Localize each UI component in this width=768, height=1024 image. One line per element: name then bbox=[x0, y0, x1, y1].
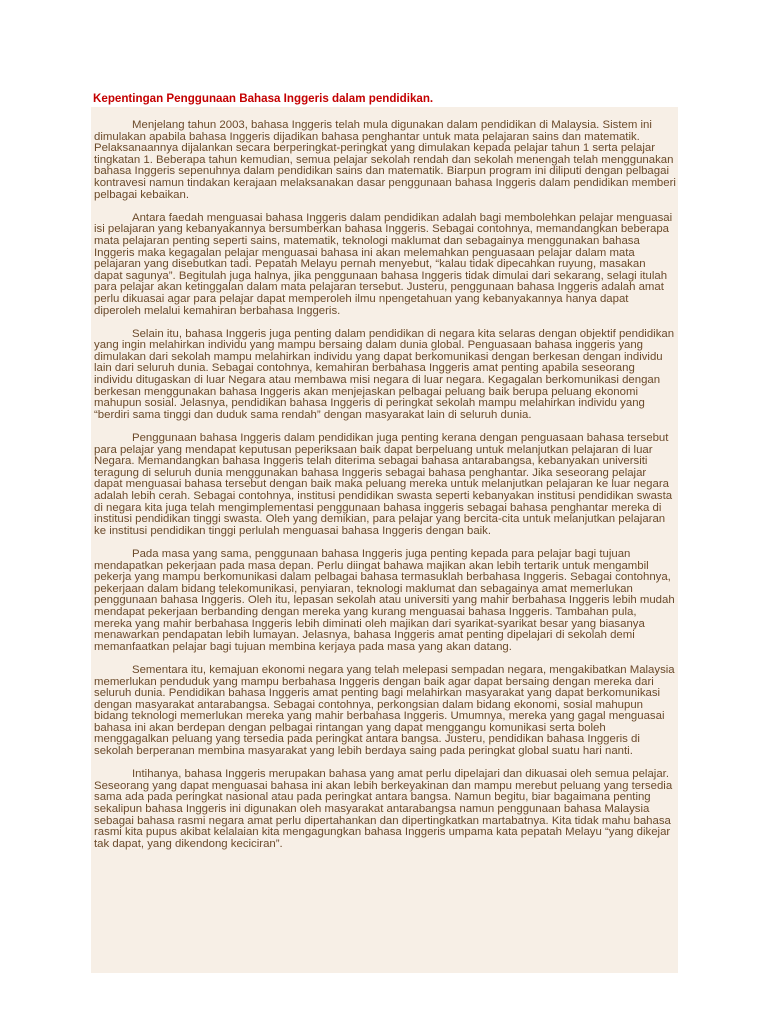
paragraph-2: Antara faedah menguasai bahasa Inggeris dalam pendidikan adalah bagi membolehkan pelajar menguasai isi pelajaran yang kebanyakannya bersumberkan bahasa Inggeris. Sebagai contohnya, memandangkan beberapa mata pelajaran penting seperti sains, matematik, teknologi maklumat dan sebagainya menggunakan bahasa Inggeris maka kegagalan pelajar menguasai bahasa ini akan melemahkan penguasaan pelajar dalam mata pelajaran yang disebutkan tadi. Pepatah Melayu pernah menyebut, “kalau tidak dipecahkan ruyung, masakan dapat sagunya”. Begitulah juga halnya, jika penggunaan bahasa Inggeris tidak dimulai dari sekarang, selagi itulah para pelajar akan ketinggalan dalam mata pelajaran tersebut. Justeru, penggunaan bahasa Inggeris adalah amat perlu dikuasai agar para pelajar dapat memperoleh ilmu npengetahuan yang kebanyakannya hanya dapat diperoleh melalui kemahiran berbahasa Inggeris. bbox=[94, 211, 673, 317]
paragraph-6: Sementara itu, kemajuan ekonomi negara yang telah melepasi sempadan negara, mengakibatkan Malaysia memerlukan penduduk yang mampu berbahasa Inggeris dengan baik agar dapat bersaing dengan mereka dari seluruh dunia. Pendidikan bahasa Inggeris amat penting bagi melahirkan masyarakat yang dapat berkomunikasi dengan masyarakat antarabangsa. Sebagai contohnya, perkongsian dalam bidang ekonomi, sosial mahupun bidang teknologi memerlukan mereka yang mahir berbahasa Inggeris. Umumnya, mereka yang gagal menguasai bahasa ini akan berdepan dengan pelbagai rintangan yang dapat menggangu komunikasi serta boleh menggagalkan peluang yang tersedia pada peringkat antara bangsa. Justeru, pendidikan bahasa Inggeris di sekolah berperanan membina masyarakat yang lebih berdaya saing pada peringkat global suatu hari nanti. bbox=[94, 663, 675, 758]
paragraph-3: Selain itu, bahasa Inggeris juga penting dalam pendidikan di negara kita selaras dengan objektif pendidikan yang ingin melahirkan individu yang mampu bersaing dalam dunia global. Penguasaan bahasa inggeris yang dimulakan dari sekolah mampu melahirkan individu yang dapat berkomunikasi dengan berkesan dengan individu lain dari seluruh dunia. Sebagai contohnya, kemahiran berbahasa Inggeris amat penting apabila seseorang individu ditugaskan di luar Negara atau membawa misi negara di luar negara. Kegagalan berkomunikasi dengan berkesan menggunakan bahasa Inggeris akan menjejaskan pelbagai peluang baik berupa peluang ekonomi mahupun sosial. Jelasnya, pendidikan bahasa Inggeris di peringkat sekolah mampu melahirkan individu yang “berdiri sama tinggi dan duduk sama rendah” dengan masyarakat lain di seluruh dunia. bbox=[94, 327, 675, 421]
paragraph-1: Menjelang tahun 2003, bahasa Inggeris telah mula digunakan dalam pendidikan di Malaysia. Sistem ini dimulakan apabila bahasa Inggeris dijadikan bahasa penghantar untuk mata pelajaran sains dan matematik. Pelaksanaannya dijalankan secara berperingkat-peringkat yang dimulakan kepada pelajar tahun 1 serta pelajar tingkatan 1. Beberapa tahun kemudian, semua pelajar sekolah rendah dan sekolah menengah telah menggunakan bahasa Inggeris sepenuhnya dalam pendidikan sains dan matematik. Biarpun program ini diliputi dengan pelbagai kontravesi namun tindakan kerajaan melaksanakan dasar penggunaan bahasa Inggeris dalam pendidikan memberi pelbagai kebaikan. bbox=[94, 119, 676, 201]
document-title: Kepentingan Penggunaan Bahasa Inggeris dalam pendidikan. bbox=[93, 92, 434, 105]
paragraph-7: Intihanya, bahasa Inggeris merupakan bahasa yang amat perlu dipelajari dan dikuasai oleh semua pelajar. Seseorang yang dapat menguasai bahasa ini akan lebih berkeyakinan dan mampu merebut peluang yang tersedia sama ada pada peringkat nasional atau pada peringkat antara bangsa. Namun begitu, biar bagaimana penting sekalipun bahasa Inggeris ini digunakan oleh masyarakat antarabangsa namun penggunaan bahasa Malaysia sebagai bahasa rasmi negara amat perlu dipertahankan dan dipertingkatkan martabatnya. Kita tidak mahu bahasa rasmi kita pupus akibat kelalaian kita mengagungkan bahasa Inggeris umpama kata pepatah Melayu “yang dikejar tak dapat, yang dikendong keciciran”. bbox=[94, 768, 673, 850]
paragraph-4: Penggunaan bahasa Inggeris dalam pendidikan juga penting kerana dengan penguasaan bahasa tersebut para pelajar yang mendapat keputusan peperiksaan baik dapat berpeluang untuk melanjutkan pelajaran di luar Negara. Memandangkan bahasa Inggeris telah diterima sebagai bahasa antarabangsa, kebanyakan universiti teragung di seluruh dunia menggunakan bahasa Inggeris sebagai bahasa penghantar. Jika seseorang pelajar dapat menguasai bahasa tersebut dengan baik maka peluang mereka untuk melanjutkan pelajaran ke luar negara adalah lebih cerah. Sebagai contohnya, institusi pendidikan swasta seperti kebanyakan institusi pendidikan swasta di negara kita juga telah mengimplementasi penggunaan bahasa inggeris sebagai bahasa penghantar mereka di institusi pendidikan tinggi swasta. Oleh yang demikian, para pelajar yang bercita-cita untuk melanjutkan pelajaran ke institusi pendidikan tinggi perlulah menguasai bahasa Inggeris dengan baik. bbox=[94, 432, 673, 537]
paragraph-5: Pada masa yang sama, penggunaan bahasa Inggeris juga penting kepada para pelajar bagi tujuan mendapatkan pekerjaan pada masa depan. Perlu diingat bahawa majikan akan lebih tertarik untuk mengambil pekerja yang mampu berkomunikasi dalam pelbagai bahasa termasuklah berbahasa Inggeris. Sebagai contohnya, pekerjaan dalam bidang telekomunikasi, penyiaran, teknologi maklumat dan sebagainya amat memerlukan penggunaan bahasa Inggeris. Oleh itu, lepasan sekolah atau universiti yang mahir berbahasa Inggeris lebih mudah mendapat pekerjaan berbanding dengan mereka yang kurang menguasai bahasa Inggeris. Tambahan pula, mereka yang mahir berbahasa Inggeris lebih diminati oleh majikan dari syarikat-syarikat besar yang biasanya menawarkan pendapatan lebih lumayan. Jelasnya, bahasa Inggeris amat penting dipelajari di sekolah demi memanfaatkan pelajar bagi tujuan membina kerjaya pada masa yang akan datang. bbox=[94, 547, 675, 653]
essay-body bbox=[91, 107, 678, 973]
